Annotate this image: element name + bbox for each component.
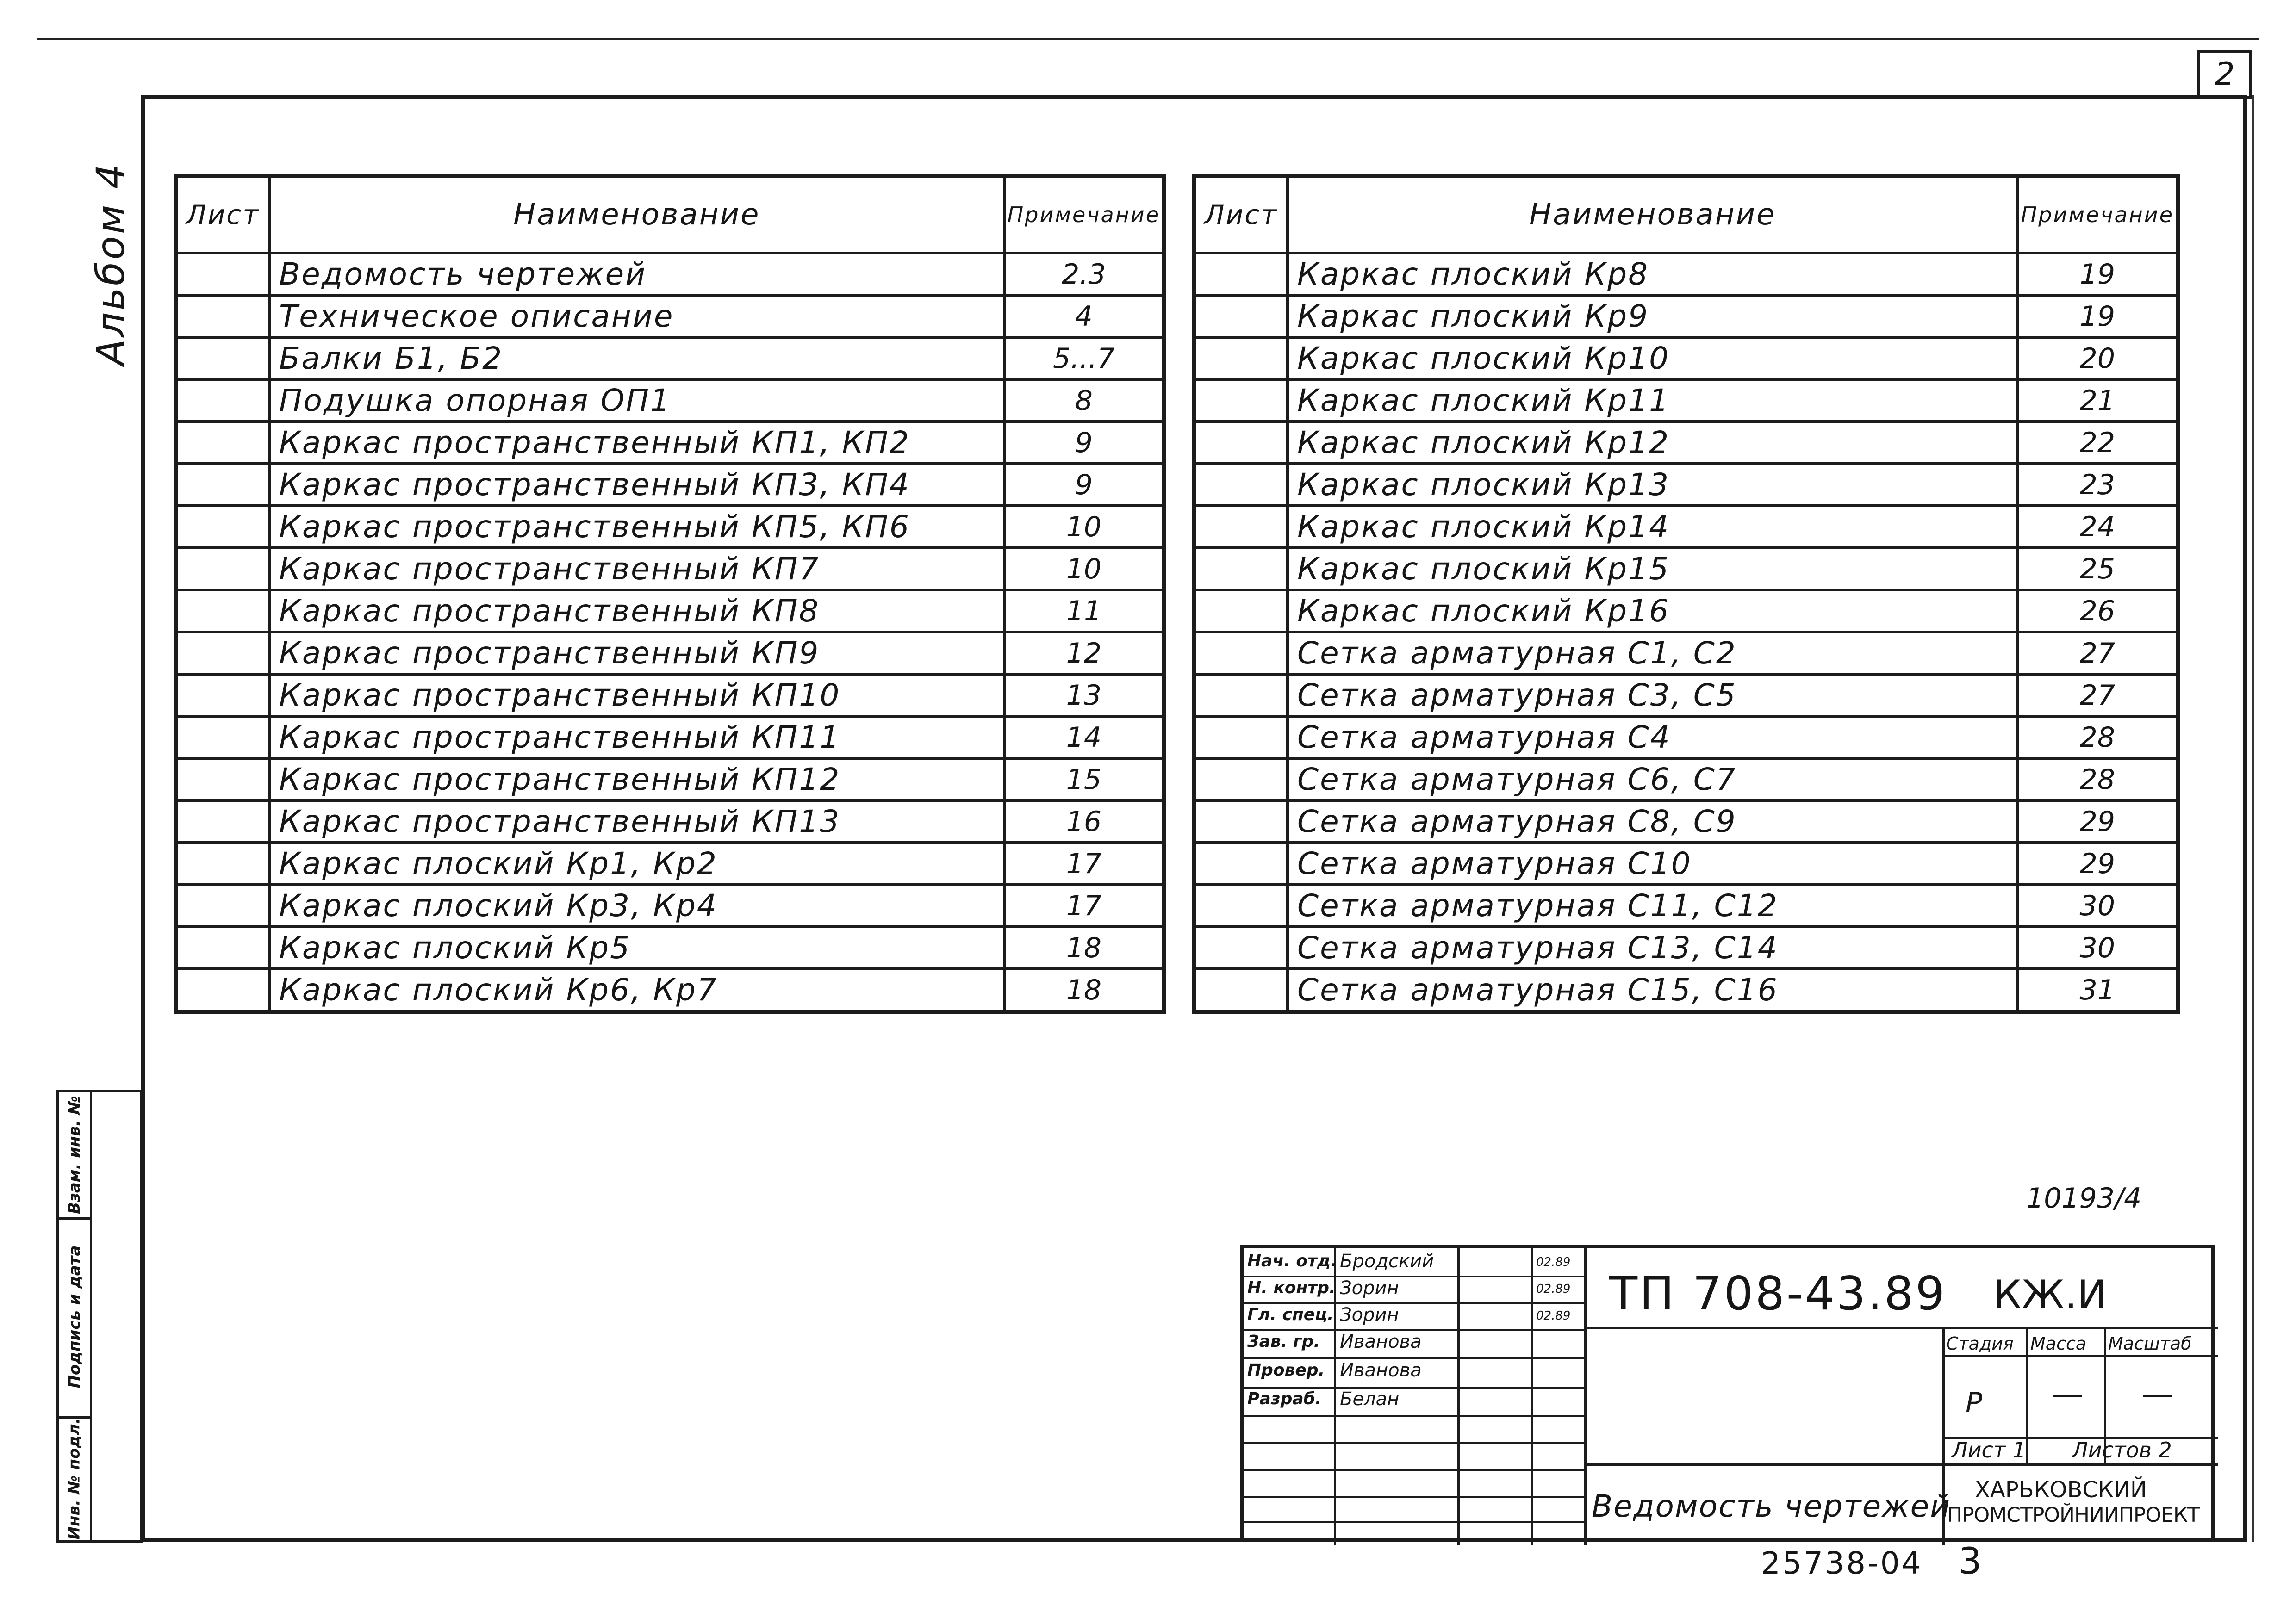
sheet-cell [1194,548,1288,590]
name-cell: Балки Б1, Б2 [269,337,1004,379]
doc-code-small: 10193/4 [2026,1182,2142,1215]
name-cell: Каркас плоский Кр12 [1288,422,2018,464]
sheet-cell [176,337,269,379]
col-sheet-header: Лист [176,176,269,254]
signature-role: Нач. отд. [1247,1252,1337,1271]
table-header-row [1194,176,2178,254]
table-row [1194,253,2178,295]
sheet-cell [1194,716,1288,758]
name-cell: Каркас пространственный КП11 [269,716,1004,758]
name-cell: Каркас плоский Кр10 [1288,337,2018,379]
inv-swap-cell [59,1092,90,1217]
sheet-cell [176,674,269,716]
name-cell: Каркас плоский Кр9 [1288,295,2018,337]
table-row [176,590,1164,632]
name-cell: Каркас пространственный КП3, КП4 [269,464,1004,506]
table-row [176,548,1164,590]
sheet-cell [1194,295,1288,337]
sheet-cell [1194,506,1288,548]
note-cell: 16 [1004,800,1164,843]
sheet-cell [176,885,269,927]
sheet-cell [176,253,269,295]
note-cell: 22 [2018,422,2178,464]
note-cell: 19 [2018,253,2178,295]
note-cell: 13 [1004,674,1164,716]
note-cell: 27 [2018,674,2178,716]
col-note-header: Примечание [1004,176,1164,254]
signature-role: Н. контр. [1247,1278,1336,1297]
signature-name: Зорин [1340,1277,1399,1299]
drawing-list-left-body [176,253,1164,1012]
col-name-header: Наименование [269,176,1004,254]
sheet-cell [1194,843,1288,885]
note-cell: 29 [2018,800,2178,843]
org-line2: ПРОМСТРОЙНИИПРОЕКТ [1947,1503,2199,1527]
note-cell: 4 [1004,295,1164,337]
table-row [1194,506,2178,548]
name-cell: Каркас пространственный КП1, КП2 [269,422,1004,464]
note-cell: 10 [1004,506,1164,548]
col-note-header: Примечание [2018,176,2178,254]
name-cell: Каркас пространственный КП10 [269,674,1004,716]
table-row [1194,379,2178,422]
name-cell: Каркас плоский Кр3, Кр4 [269,885,1004,927]
table-row [176,716,1164,758]
album-label: Альбом 4 [88,162,133,366]
note-cell: 28 [2018,716,2178,758]
left-stamp [56,1090,143,1543]
sheet-cell [176,758,269,800]
note-cell: 23 [2018,464,2178,506]
name-cell: Подушка опорная ОП1 [269,379,1004,422]
sheet-cell [1194,590,1288,632]
signature-role: Гл. спец. [1247,1305,1334,1324]
note-cell: 8 [1004,379,1164,422]
sign-date-label: Подпись и дата [65,1245,84,1389]
sheet-cell [176,843,269,885]
sheet-cell [1194,885,1288,927]
scale-header: Масштаб [2108,1333,2192,1354]
note-cell: 21 [2018,379,2178,422]
name-cell: Каркас плоский Кр16 [1288,590,2018,632]
name-cell: Ведомость чертежей [269,253,1004,295]
sheet-cell [176,379,269,422]
note-cell: 10 [1004,548,1164,590]
note-cell: 28 [2018,758,2178,800]
table-row [176,464,1164,506]
note-cell: 29 [2018,843,2178,885]
name-cell: Каркас пространственный КП12 [269,758,1004,800]
table-row [1194,716,2178,758]
name-cell: Сетка арматурная С6, С7 [1288,758,2018,800]
table-header-row [176,176,1164,254]
table-row [176,422,1164,464]
table-row [1194,548,2178,590]
table-row [1194,843,2178,885]
inv-swap-label: Взам. инв. № [65,1096,84,1214]
note-cell: 30 [2018,885,2178,927]
note-cell: 5...7 [1004,337,1164,379]
name-cell: Каркас плоский Кр15 [1288,548,2018,590]
sheet-cell [1194,422,1288,464]
name-cell: Каркас пространственный КП13 [269,800,1004,843]
mass-value: — [2051,1375,2084,1413]
name-cell: Каркас плоский Кр14 [1288,506,2018,548]
mass-header: Масса [2030,1333,2087,1354]
table-row [176,379,1164,422]
sheet-cell [1194,379,1288,422]
table-row [176,506,1164,548]
col-sheet-header: Лист [1194,176,1288,254]
name-cell: Каркас плоский Кр1, Кр2 [269,843,1004,885]
signature-date: 02.89 [1536,1309,1571,1323]
project-code: ТП 708-43.89 [1609,1266,1947,1321]
sheet-cell [176,800,269,843]
table-row [176,927,1164,969]
table-row [1194,674,2178,716]
signature-role: Разраб. [1247,1389,1322,1408]
name-cell: Каркас пространственный КП7 [269,548,1004,590]
table-row [1194,590,2178,632]
drawing-list-right [1192,174,2180,1014]
note-cell: 9 [1004,422,1164,464]
drawing-list-right-body [1194,253,2178,1012]
name-cell: Каркас плоский Кр13 [1288,464,2018,506]
table-row [176,337,1164,379]
bottom-page: 3 [1959,1541,1982,1582]
drawing-mark: КЖ.И [1993,1272,2107,1318]
name-cell: Сетка арматурная С4 [1288,716,2018,758]
note-cell: 20 [2018,337,2178,379]
name-cell: Каркас плоский Кр6, Кр7 [269,969,1004,1012]
inv-orig-cell [59,1416,90,1541]
table-row [176,843,1164,885]
sheet-cell [176,506,269,548]
note-cell: 24 [2018,506,2178,548]
signature-date: 02.89 [1536,1255,1571,1269]
sheet-cell [1194,969,1288,1012]
sheet-cell [1194,337,1288,379]
name-cell: Каркас пространственный КП8 [269,590,1004,632]
note-cell: 17 [1004,885,1164,927]
sheet-cell [176,927,269,969]
table-row [176,295,1164,337]
sheet-cell [1194,758,1288,800]
table-row [1194,295,2178,337]
table-row [176,674,1164,716]
signature-role: Зав. гр. [1247,1332,1320,1351]
sheets-label: Листов 2 [2072,1438,2172,1463]
scale-value: — [2141,1375,2174,1413]
table-row [1194,422,2178,464]
name-cell: Сетка арматурная С1, С2 [1288,632,2018,674]
table-row [1194,758,2178,800]
table-row [1194,337,2178,379]
sheet-cell [1194,800,1288,843]
sheet-cell [1194,253,1288,295]
table-row [176,885,1164,927]
sheet-number: 2 [2197,50,2252,99]
note-cell: 9 [1004,464,1164,506]
signature-name: Белан [1340,1389,1400,1410]
note-cell: 19 [2018,295,2178,337]
stage-header: Стадия [1946,1333,2014,1354]
name-cell: Каркас плоский Кр8 [1288,253,2018,295]
table-row [176,969,1164,1012]
note-cell: 2.3 [1004,253,1164,295]
org-line1: ХАРЬКОВСКИЙ [1975,1477,2147,1503]
name-cell: Каркас плоский Кр11 [1288,379,2018,422]
name-cell: Техническое описание [269,295,1004,337]
top-trim-line [37,38,2259,40]
table-row [1194,885,2178,927]
note-cell: 30 [2018,927,2178,969]
table-row [1194,800,2178,843]
stage-value: Р [1966,1387,1983,1419]
sheet-cell [176,590,269,632]
signature-name: Иванова [1340,1331,1422,1352]
sheet-cell [1194,464,1288,506]
signature-role: Провер. [1247,1361,1325,1380]
note-cell: 11 [1004,590,1164,632]
table-row [1194,969,2178,1012]
sheet-cell [1194,674,1288,716]
table-row [1194,632,2178,674]
sign-date-cell [59,1217,90,1416]
sheet-cell [176,716,269,758]
signature-name: Зорин [1340,1304,1399,1326]
note-cell: 14 [1004,716,1164,758]
name-cell: Каркас плоский Кр5 [269,927,1004,969]
title-block [1240,1245,2215,1542]
note-cell: 26 [2018,590,2178,632]
signature-date: 02.89 [1536,1282,1571,1296]
sheet-cell [176,464,269,506]
sheet-label: Лист 1 [1952,1438,2026,1463]
table-row [176,632,1164,674]
drawing-list-left [174,174,1166,1014]
note-cell: 12 [1004,632,1164,674]
table-row [1194,927,2178,969]
name-cell: Каркас пространственный КП5, КП6 [269,506,1004,548]
sheet-cell [1194,632,1288,674]
note-cell: 18 [1004,927,1164,969]
name-cell: Сетка арматурная С11, С12 [1288,885,2018,927]
drawing-title: Ведомость чертежей [1592,1488,1951,1524]
note-cell: 27 [2018,632,2178,674]
sheet-cell [176,969,269,1012]
name-cell: Сетка арматурная С15, С16 [1288,969,2018,1012]
inv-orig-label: Инв. № подл. [65,1418,84,1540]
note-cell: 15 [1004,758,1164,800]
table-row [176,758,1164,800]
name-cell: Каркас пространственный КП9 [269,632,1004,674]
col-name-header: Наименование [1288,176,2018,254]
name-cell: Сетка арматурная С3, С5 [1288,674,2018,716]
sheet-cell [176,295,269,337]
sheet-cell [1194,927,1288,969]
signature-name: Иванова [1340,1360,1422,1381]
note-cell: 17 [1004,843,1164,885]
sheet-cell [176,632,269,674]
frame-right-line [2252,95,2254,1542]
signature-name: Бродский [1340,1251,1434,1272]
name-cell: Сетка арматурная С13, С14 [1288,927,2018,969]
sheet-cell [176,422,269,464]
note-cell: 25 [2018,548,2178,590]
note-cell: 31 [2018,969,2178,1012]
note-cell: 18 [1004,969,1164,1012]
table-row [1194,464,2178,506]
table-row [176,800,1164,843]
bottom-code: 25738-04 [1761,1545,1923,1581]
name-cell: Сетка арматурная С8, С9 [1288,800,2018,843]
sheet-cell [176,548,269,590]
table-row [176,253,1164,295]
name-cell: Сетка арматурная С10 [1288,843,2018,885]
